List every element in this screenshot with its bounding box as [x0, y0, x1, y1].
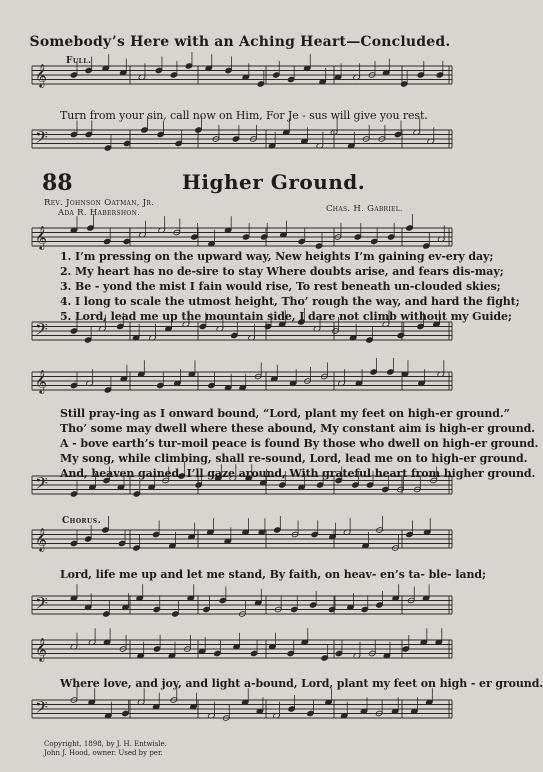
- svg-text:𝄢: 𝄢: [35, 319, 48, 343]
- copyright-line: Copyright, 1898, by J. H. Entwisle.: [44, 740, 167, 748]
- chorus-label: Chorus.: [62, 516, 102, 526]
- lyricist-credit: Rev. Johnson Oatman, Jr.: [44, 198, 155, 208]
- arranger-credit: Ada R. Habershon.: [58, 208, 141, 218]
- svg-text:𝄞: 𝄞: [35, 527, 47, 551]
- page-title: Somebody’s Here with an Aching Heart—Concluded.: [29, 34, 451, 50]
- verse-line: 4. I long to scale the utmost height, Tho’ rough the way, and hard the fight;: [60, 295, 520, 308]
- lyric-line: Turn from your sin, call now on Him, For Je - sus will give you rest.: [60, 109, 428, 122]
- hymn-title: Higher Ground.: [182, 170, 366, 194]
- verse-line: A - bove earth’s tur-moil peace is found By those who dwell on high-er ground.: [60, 437, 539, 450]
- verse-line: And, heaven gained, I’ll gaze around, With grateful heart from higher ground.: [60, 467, 536, 480]
- svg-text:𝄞: 𝄞: [35, 63, 47, 87]
- verse-line: 1. I’m pressing on the upward way, New heights I’m gaining ev-ery day;: [60, 250, 494, 263]
- tempo-direction: Full.: [66, 56, 92, 66]
- verse-line: 3. Be - yond the mist I fain would rise, To rest beneath un-clouded skies;: [60, 280, 501, 293]
- svg-text:𝄢: 𝄢: [35, 593, 48, 617]
- chorus-line: Lord, life me up and let me stand, By faith, on heav- en’s ta- ble- land;: [60, 568, 486, 581]
- svg-text:𝄞: 𝄞: [35, 637, 47, 661]
- copyright-notice: [44, 740, 167, 758]
- svg-text:𝄢: 𝄢: [35, 473, 48, 497]
- svg-text:𝄞: 𝄞: [35, 225, 47, 249]
- verse-line: 5. Lord, lead me up the mountain side, I dare not climb without my Guide;: [60, 310, 512, 323]
- verse-line: Tho’ some may dwell where these abound, My constant aim is high-er ground.: [60, 422, 535, 435]
- svg-text:𝄢: 𝄢: [35, 127, 48, 151]
- svg-text:𝄢: 𝄢: [35, 697, 48, 721]
- hymn-number: 88: [42, 170, 73, 196]
- verse-line: Still pray-ing as I onward bound, “Lord, plant my feet on high-er ground.”: [60, 407, 510, 420]
- verse-line: My song, while climbing, shall re-sound, Lord, lead me on to high-er ground.: [60, 452, 528, 465]
- verse-line: 2. My heart has no de-sire to stay Where doubts arise, and fears dis-may;: [60, 265, 504, 278]
- chorus-line: Where love, and joy, and light a-bound, Lord, plant my feet on high - er ground.: [60, 677, 543, 690]
- svg-text:𝄞: 𝄞: [35, 369, 47, 393]
- copyright-owner: John J. Hood, owner. Used by per.: [44, 749, 163, 757]
- composer-credit: Chas. H. Gabriel.: [326, 204, 403, 214]
